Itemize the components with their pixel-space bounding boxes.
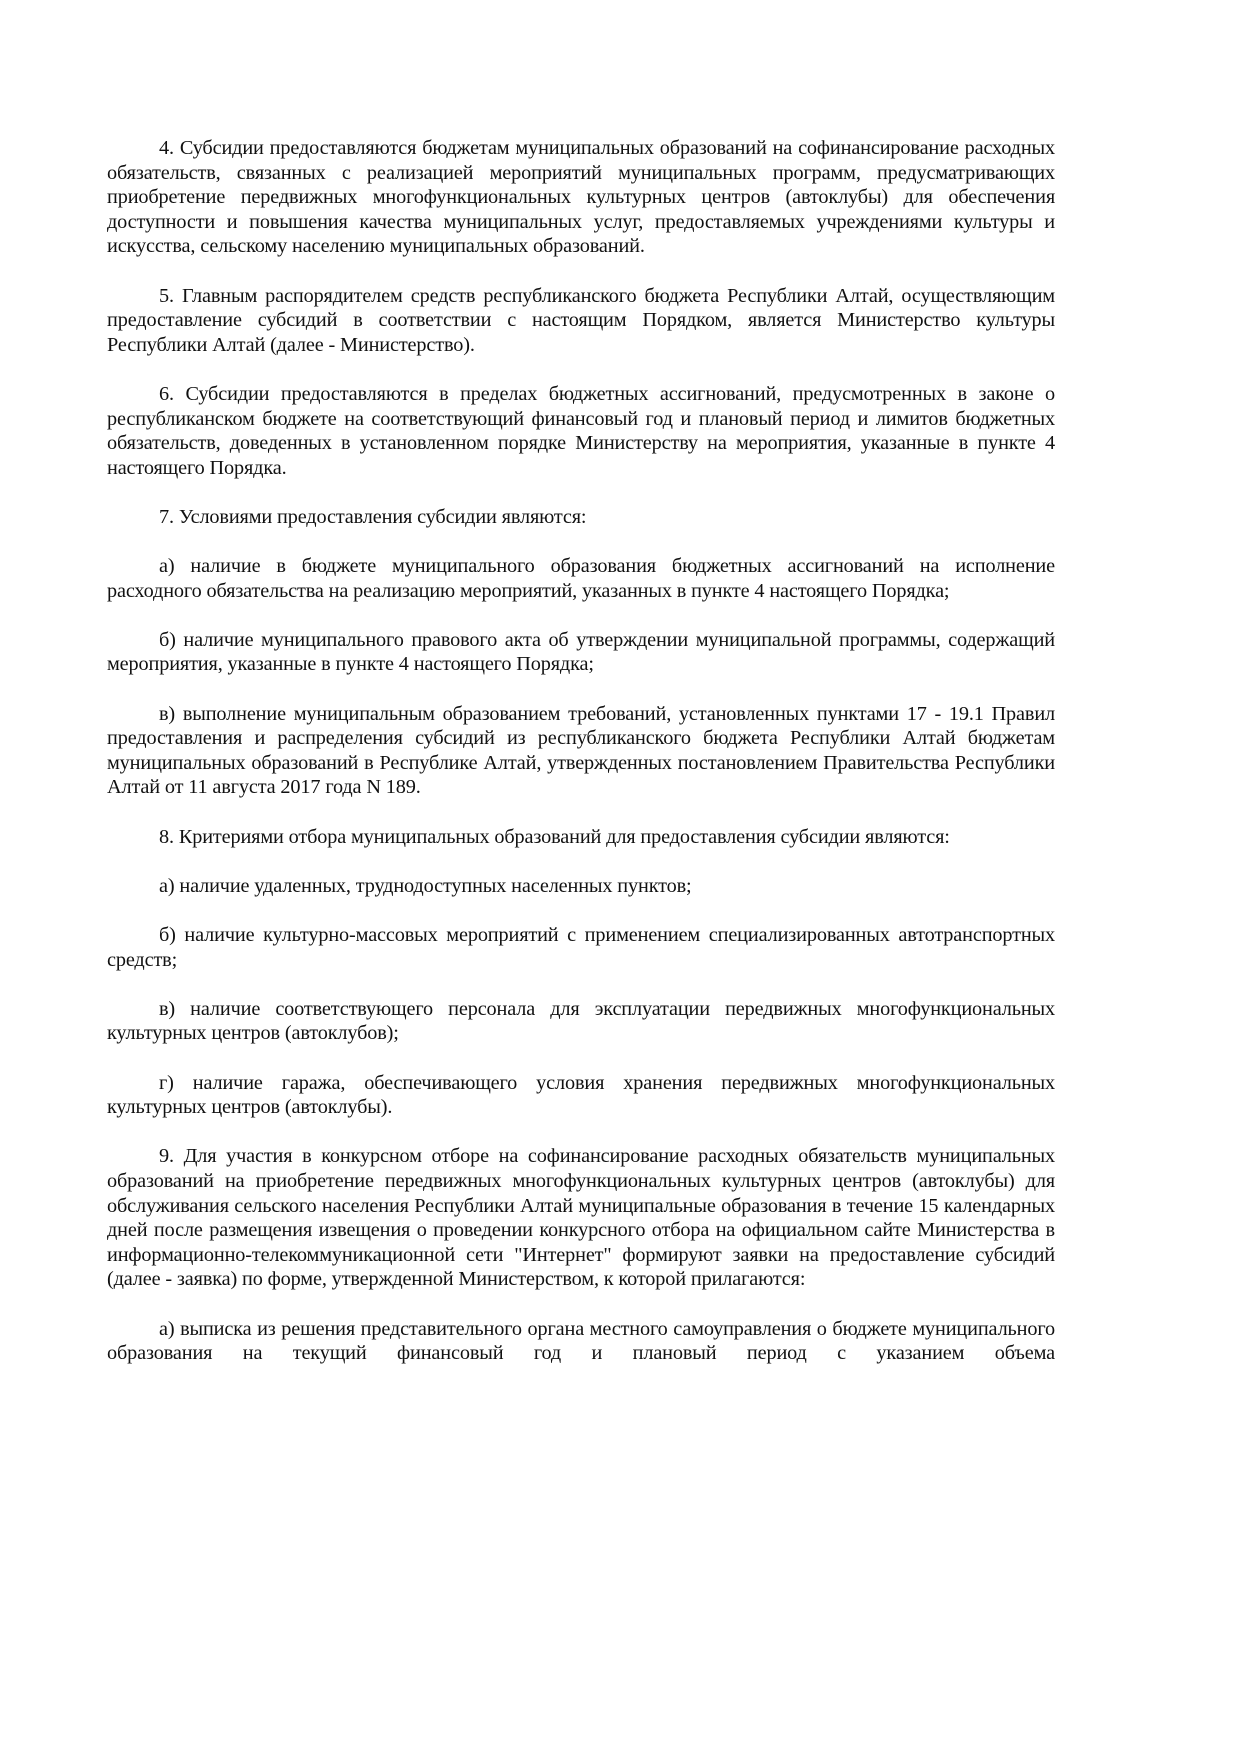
paragraph-9a-attachment: а) выписка из решения представительного органа местного самоуправления о бюджете муниципального образования на текущий финансовый год и плановый период с указанием объема: [107, 1317, 1055, 1365]
paragraph-8b-criterion: б) наличие культурно-массовых мероприятий с применением специализированных автотранспортных средств;: [107, 924, 1055, 971]
paragraph-8c-criterion: в) наличие соответствующего персонала для эксплуатации передвижных многофункциональных культурных центров (автоклубов);: [107, 997, 1055, 1045]
paragraph-7c-condition: в) выполнение муниципальным образованием требований, установленных пунктами 17 - 19.1 Правил предоставления и распределения субсидий из республиканского бюджета Республики Алтай бюджетам муниципальных образований в Республике Алтай, утвержденных постановлением Правительства Республики Алтай от 11 августа 2017 года N 189.: [107, 702, 1055, 799]
document-page: [107, 136, 1055, 1390]
paragraph-6-budget-limits: 6. Субсидии предоставляются в пределах бюджетных ассигнований, предусмотренных в законе о республиканском бюджете на соответствующий финансовый год и плановый период и лимитов бюджетных обязательств, доведенных в установленном порядке Министерству на мероприятия, указанные в пункте 4 настоящего Порядка.: [107, 382, 1055, 479]
paragraph-4-subsidies-purpose: 4. Субсидии предоставляются бюджетам муниципальных образований на софинансирование расходных обязательств, связанных с реализацией мероприятий муниципальных программ, предусматривающих приобретение передвижных многофункциональных культурных центров (автоклубы) для обеспечения доступности и повышения качества муниципальных услуг, предоставляемых учреждениями культуры и искусства, сельскому населению муниципальных образований.: [107, 137, 1055, 258]
paragraph-8-criteria-heading: 8. Критериями отбора муниципальных образований для предоставления субсидии являются:: [159, 825, 950, 848]
paragraph-8a-criterion: а) наличие удаленных, труднодоступных населенных пунктов;: [159, 874, 692, 897]
paragraph-7b-condition: б) наличие муниципального правового акта об утверждении муниципальной программы, содержащий мероприятия, указанные в пункте 4 настоящего Порядка;: [107, 628, 1055, 676]
paragraph-7-conditions-heading: 7. Условиями предоставления субсидии являются:: [159, 505, 587, 528]
paragraph-9-application: 9. Для участия в конкурсном отборе на софинансирование расходных обязательств муниципальных образований на приобретение передвижных многофункциональных культурных центров (автоклубы) для обслуживания сельского населения Республики Алтай муниципальные образования в течение 15 календарных дней после размещения извещения о проведении конкурсного отбора на официальном сайте Министерства в информационно-телекоммуникационной сети "Интернет" формируют заявки на предоставление субсидий (далее - заявка) по форме, утвержденной Министерством, к которой прилагаются:: [107, 1145, 1055, 1291]
paragraph-7a-condition: а) наличие в бюджете муниципального образования бюджетных ассигнований на исполнение расходного обязательства на реализацию мероприятий, указанных в пункте 4 настоящего Порядка;: [107, 555, 1055, 602]
paragraph-8d-criterion: г) наличие гаража, обеспечивающего условия хранения передвижных многофункциональных культурных центров (автоклубы).: [107, 1071, 1055, 1119]
paragraph-5-main-administrator: 5. Главным распорядителем средств республиканского бюджета Республики Алтай, осуществляющим предоставление субсидий в соответствии с настоящим Порядком, является Министерство культуры Республики Алтай (далее - Министерство).: [107, 284, 1055, 356]
